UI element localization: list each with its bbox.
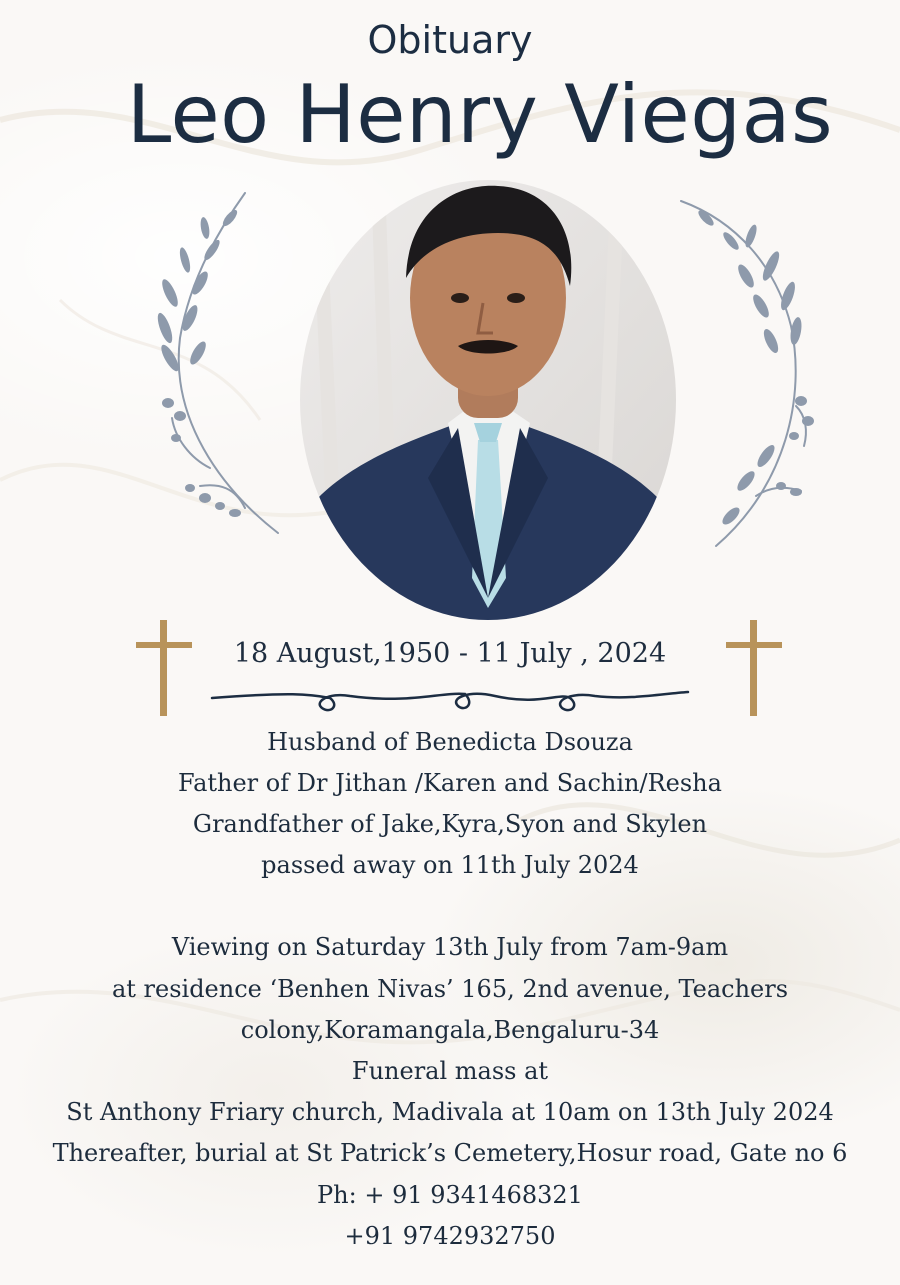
leaf-branch-icon — [676, 196, 816, 551]
residence-address-2: colony,Koramangala,Bengaluru-34 — [240, 1016, 660, 1044]
cross-icon — [724, 618, 784, 718]
deceased-name: Leo Henry Viegas — [126, 68, 834, 161]
residence-address-1: at residence ‘Benhen Nivas’ 165, 2nd avenue, Teachers — [111, 975, 789, 1003]
obituary-kicker: Obituary — [367, 18, 533, 62]
life-dates: 18 August,1950 - 11 July , 2024 — [233, 638, 667, 669]
leaf-branch-icon — [150, 188, 280, 538]
cross-icon — [134, 618, 194, 718]
family-father: Father of Dr Jithan /Karen and Sachin/Resha — [178, 769, 722, 797]
family-grandfather: Grandfather of Jake,Kyra,Syon and Skylen — [192, 810, 708, 838]
flourish-divider — [210, 684, 690, 718]
burial-details: Thereafter, burial at St Patrick’s Cemetery,Hosur road, Gate no 6 — [52, 1139, 848, 1167]
portrait-photo — [298, 178, 678, 622]
phone-2: +91 9742932750 — [344, 1222, 556, 1250]
phone-1: Ph: + 91 9341468321 — [317, 1181, 583, 1209]
funeral-mass-details: St Anthony Friary church, Madivala at 10am on 13th July 2024 — [66, 1098, 834, 1126]
viewing-time: Viewing on Saturday 13th July from 7am-9am — [171, 933, 729, 961]
family-husband: Husband of Benedicta Dsouza — [267, 728, 633, 756]
passing-note: passed away on 11th July 2024 — [261, 851, 639, 879]
funeral-mass-label: Funeral mass at — [351, 1057, 549, 1085]
